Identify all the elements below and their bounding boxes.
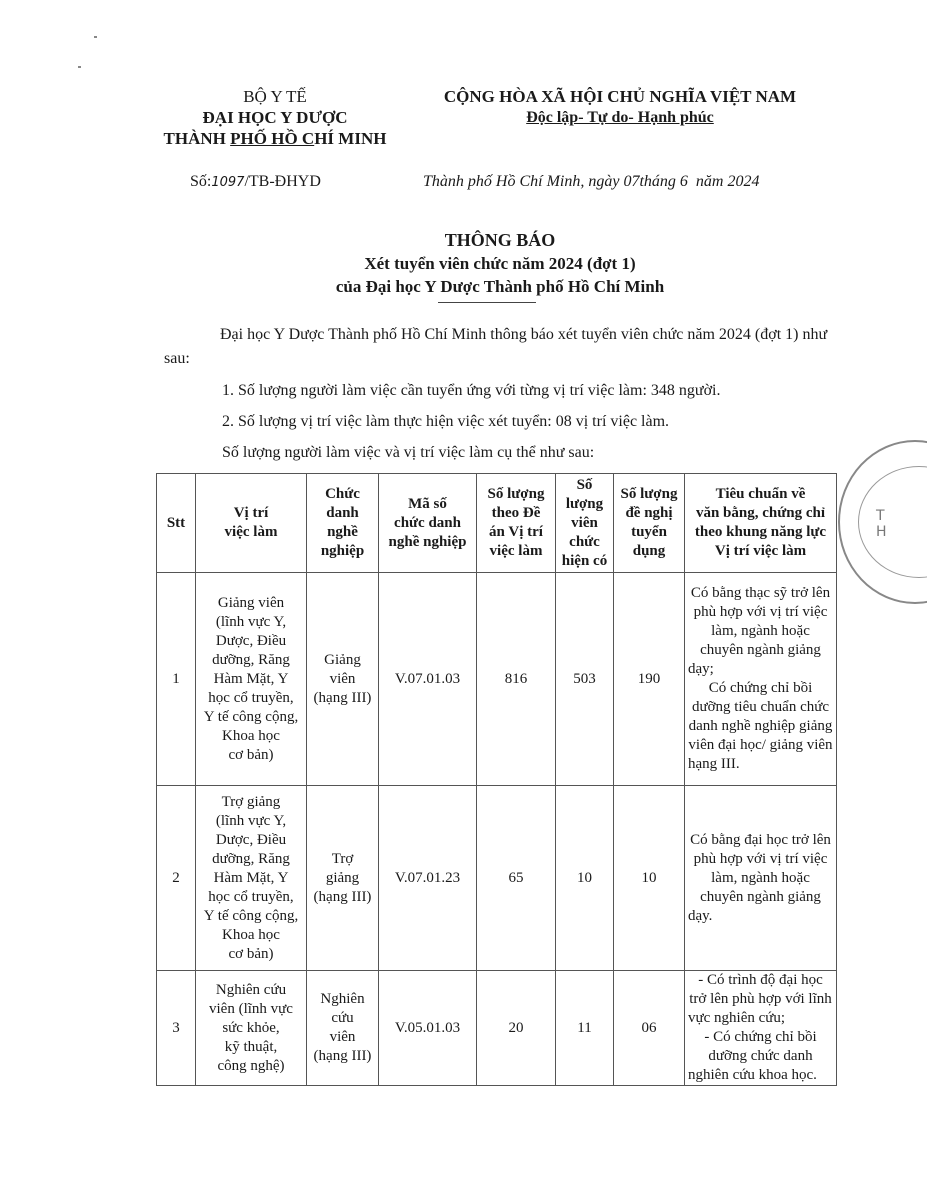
header-line: án Vị trí: [489, 524, 543, 540]
cell-line: cứu: [331, 1010, 354, 1026]
col-current: [556, 474, 614, 573]
col-stt: Stt: [157, 474, 196, 573]
cell-line: Dược, Điều: [215, 632, 287, 649]
cell-line: viên (lĩnh vực: [209, 1000, 293, 1017]
title-divider: [438, 302, 536, 303]
cell-current: 11: [556, 971, 614, 1086]
cell-code: V.05.01.03: [379, 971, 477, 1086]
header-line: Vị trí: [233, 505, 269, 521]
cell-planned: 816: [477, 573, 556, 786]
header-line: viên: [571, 514, 598, 531]
cell-proposed: 06: [614, 971, 685, 1086]
header-line: Chức: [325, 486, 360, 502]
ministry-name: BỘ Y TẾ: [243, 87, 307, 106]
cell-line: viên: [329, 1029, 356, 1045]
header-line: nghiệp: [320, 543, 365, 559]
col-position: [196, 474, 307, 573]
university-name-line1: ĐẠI HỌC Y DƯỢC: [202, 108, 348, 127]
date-year: năm 2024: [687, 173, 760, 190]
col-title: [307, 474, 379, 573]
doc-number-handwritten: 1097: [211, 175, 245, 190]
cell-line: (hạng III): [313, 1048, 372, 1064]
cell-title: [307, 786, 379, 971]
header-line: theo khung năng lực: [694, 524, 827, 540]
header-line: văn bằng, chứng chỉ: [695, 505, 826, 521]
cell-line: Khoa học: [222, 727, 280, 744]
requirement: - Có trình độ đại học trở lên phù hợp với lĩnh vực nghiên cứu;: [688, 972, 832, 1026]
scan-speck: [78, 66, 81, 68]
col-requirements: [685, 474, 837, 573]
national-motto: Độc lập- Tự do- Hạnh phúc: [526, 109, 714, 126]
header-line: lượng: [565, 495, 604, 512]
header-line: dụng: [632, 543, 666, 559]
cell-requirements: [685, 786, 837, 971]
seal-letter: H: [876, 524, 887, 540]
requirement: Có chứng chỉ bồi dưỡng tiêu chuẩn chức danh nghề nghiệp giảng viên đại học/ giảng viên hạng III.: [688, 680, 833, 772]
requirement: - Có chứng chỉ bồi dưỡng chức danh nghiên cứu khoa học.: [688, 1029, 817, 1083]
header-line: chức danh: [394, 514, 461, 531]
city-underlined: PHỐ HỒ C: [230, 129, 315, 148]
date-month: 6: [679, 173, 688, 190]
cell-code: V.07.01.03: [379, 573, 477, 786]
cell-line: (lĩnh vực Y,: [215, 613, 287, 630]
col-proposed: [614, 474, 685, 573]
scan-speck: [94, 36, 97, 38]
cell-position: [196, 573, 307, 786]
date-day: 07: [623, 173, 640, 190]
header-line: nghề: [327, 524, 358, 540]
cell-line: Hàm Mặt, Y: [213, 670, 289, 687]
national-header: [400, 86, 840, 128]
document-subtitle-2: của Đại học Y Dược Thành phố Hồ Chí Minh: [335, 277, 665, 296]
cell-line: kỹ thuật,: [224, 1038, 278, 1055]
cell-line: (hạng III): [313, 689, 372, 706]
header-line: theo Đề: [491, 505, 541, 521]
item-2: 2. Số lượng vị trí việc làm thực hiện việc xét tuyển: 08 vị trí việc làm.: [222, 413, 670, 430]
cell-line: Khoa học: [222, 926, 280, 943]
cell-current: 503: [556, 573, 614, 786]
cell-title: [307, 971, 379, 1086]
header-line: Số: [576, 476, 593, 493]
header-line: việc làm: [489, 543, 543, 559]
cell-line: Nghiên cứu: [215, 981, 287, 998]
cell-line: công nghệ): [217, 1057, 285, 1074]
cell-current: 10: [556, 786, 614, 971]
cell-requirements: [685, 573, 837, 786]
positions-table: [156, 473, 837, 1086]
doc-number-label: Số:: [190, 173, 212, 190]
date-mid: tháng: [639, 173, 680, 190]
cell-line: viên: [329, 670, 356, 687]
header-line: Số lượng: [620, 486, 678, 502]
col-code: [379, 474, 477, 573]
header-line: Vị trí việc làm: [714, 543, 807, 559]
issuer-block: [150, 86, 400, 149]
header-line: đề nghị: [625, 505, 673, 521]
seal-letter: T: [876, 508, 885, 524]
cell-planned: 65: [477, 786, 556, 971]
cell-line: Hàm Mặt, Y: [213, 869, 289, 886]
header-line: nghề nghiệp: [388, 533, 467, 550]
header-line: việc làm: [224, 524, 278, 540]
table-row: [157, 573, 837, 786]
cell-line: giảng: [325, 869, 360, 886]
cell-line: (hạng III): [313, 888, 372, 905]
table-header-row: [157, 474, 837, 573]
table-row: [157, 786, 837, 971]
official-seal-text: [876, 508, 887, 540]
cell-requirements: [685, 971, 837, 1086]
cell-line: Giảng viên: [217, 594, 285, 611]
header-line: Mã số: [408, 495, 447, 512]
cell-stt: 3: [157, 971, 196, 1086]
cell-line: Trợ: [331, 850, 354, 867]
cell-line: Y tế công cộng,: [203, 708, 299, 725]
item-1: 1. Số lượng người làm việc cần tuyển ứng với từng vị trí việc làm: 348 người.: [222, 382, 721, 399]
col-planned: [477, 474, 556, 573]
city-post: HÍ MINH: [314, 129, 387, 148]
cell-line: học cổ truyền,: [208, 689, 294, 706]
requirement: Có bằng đại học trở lên phù hợp với vị trí việc làm, ngành hoặc chuyên ngành giảng dạy.: [688, 831, 831, 924]
document-date: [423, 173, 759, 191]
cell-line: Trợ giảng: [221, 793, 281, 810]
doc-number-suffix: /TB-ĐHYD: [244, 173, 321, 190]
cell-line: cơ bản): [228, 945, 274, 962]
document-subtitle-1: Xét tuyển viên chức năm 2024 (đợt 1): [364, 254, 636, 273]
header-line: danh: [326, 505, 359, 521]
intro-paragraph: Đại học Y Dược Thành phố Hồ Chí Minh thông báo xét tuyển viên chức năm 2024 (đợt 1) như sau:: [164, 326, 828, 367]
country-name: CỘNG HÒA XÃ HỘI CHỦ NGHĨA VIỆT NAM: [443, 87, 797, 106]
header-line: chức: [569, 533, 600, 550]
cell-line: Giảng: [324, 651, 361, 668]
item-3: Số lượng người làm việc và vị trí việc làm cụ thể như sau:: [222, 444, 595, 461]
header-line: Tiêu chuẩn về: [715, 486, 806, 502]
header-line: hiện có: [561, 552, 608, 569]
cell-line: Nghiên: [320, 991, 365, 1007]
cell-stt: 1: [157, 573, 196, 786]
cell-position: [196, 786, 307, 971]
requirement: Có bằng thạc sỹ trở lên phù hợp với vị trí việc làm, ngành hoặc chuyên ngành giảng dạy;: [688, 585, 831, 677]
cell-line: sức khỏe,: [222, 1019, 280, 1036]
cell-line: cơ bản): [228, 746, 274, 763]
cell-line: dưỡng, Răng: [212, 850, 290, 867]
cell-line: dưỡng, Răng: [212, 651, 290, 668]
document-title: THÔNG BÁO: [444, 230, 556, 250]
cell-position: [196, 971, 307, 1086]
header-line: tuyển: [631, 524, 667, 540]
header-line: Số lượng: [487, 486, 545, 502]
cell-line: Y tế công cộng,: [203, 907, 299, 924]
cell-line: (lĩnh vực Y,: [215, 812, 287, 829]
table-row: [157, 971, 837, 1086]
cell-proposed: 190: [614, 573, 685, 786]
cell-stt: 2: [157, 786, 196, 971]
document-number: [190, 173, 321, 191]
cell-code: V.07.01.23: [379, 786, 477, 971]
city-pre: THÀNH: [163, 129, 231, 148]
cell-line: Dược, Điều: [215, 831, 287, 848]
date-pre: Thành phố Hồ Chí Minh, ngày: [423, 173, 624, 190]
university-name-line2: [150, 128, 400, 149]
cell-title: [307, 573, 379, 786]
cell-planned: 20: [477, 971, 556, 1086]
cell-proposed: 10: [614, 786, 685, 971]
cell-line: học cổ truyền,: [208, 888, 294, 905]
